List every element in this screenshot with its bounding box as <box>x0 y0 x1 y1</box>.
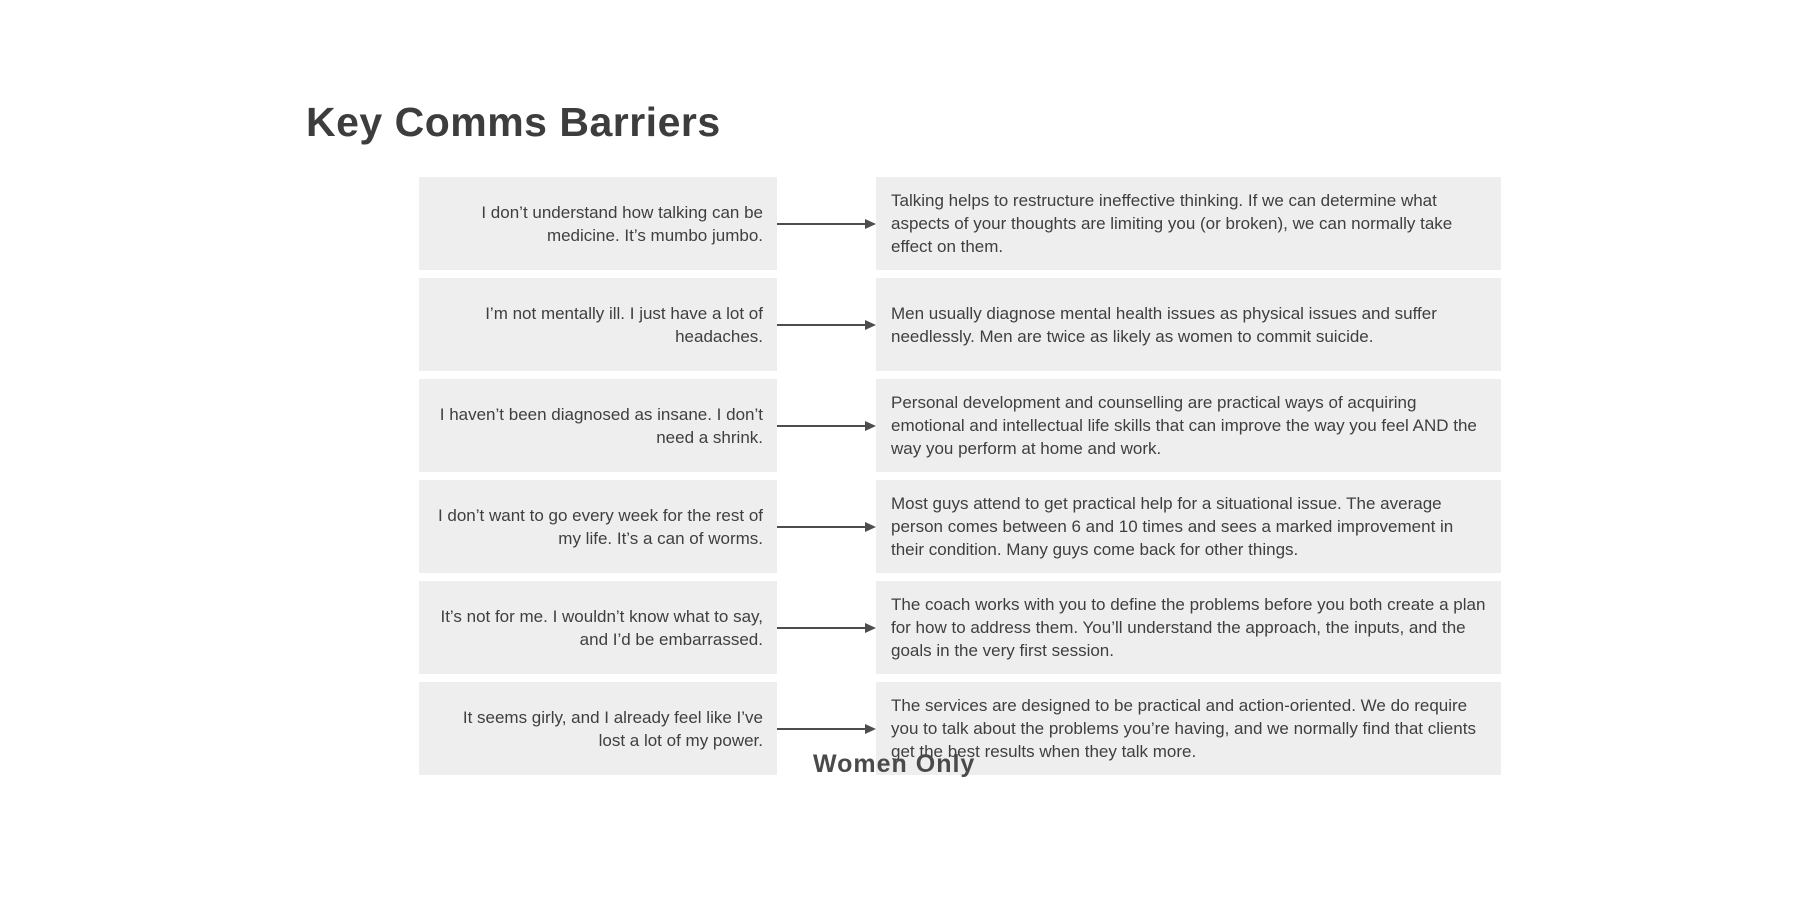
response-box <box>876 480 1501 573</box>
connector-arrow <box>777 379 876 472</box>
response-box <box>876 278 1501 371</box>
response-text: The services are designed to be practical and action-oriented. We do require you to talk about the problems you’re having, and we normally find that clients get the best results when they talk more. <box>891 696 1476 761</box>
arrow-line <box>777 728 868 730</box>
barrier-box <box>419 581 777 674</box>
footer-text: Women Only <box>813 750 976 778</box>
barrier-text: It’s not for me. I wouldn’t know what to say, and I’d be embarrassed. <box>440 606 763 649</box>
barrier-box <box>419 682 777 775</box>
response-text: Talking helps to restructure ineffective thinking. If we can determine what aspects of your thoughts are limiting you (or broken), we can normally take effect on them. <box>891 191 1453 256</box>
barrier-text: I haven’t been diagnosed as insane. I don’t need a shrink. <box>439 404 763 447</box>
barrier-row <box>419 379 1501 472</box>
arrow-head-icon <box>865 623 876 633</box>
arrow-head-icon <box>865 522 876 532</box>
response-text: Men usually diagnose mental health issues as physical issues and suffer needlessly. Men are twice as likely as women to commit suicide. <box>891 303 1437 346</box>
arrow-line <box>777 324 868 326</box>
connector-arrow <box>777 177 876 270</box>
barrier-box <box>419 480 777 573</box>
barrier-text: I’m not mentally ill. I just have a lot of headaches. <box>485 303 763 346</box>
response-box <box>876 177 1501 270</box>
barrier-row <box>419 278 1501 371</box>
barrier-box <box>419 379 777 472</box>
arrow-line <box>777 425 868 427</box>
barrier-text: I don’t understand how talking can be medicine. It’s mumbo jumbo. <box>481 202 763 245</box>
arrow-line <box>777 526 868 528</box>
clipped-footer-text <box>813 750 1023 788</box>
response-box <box>876 379 1501 472</box>
response-text: Most guys attend to get practical help for a situational issue. The average person comes between 6 and 10 times and sees a marked improvement in their condition. Many guys come back for other things. <box>891 494 1454 559</box>
connector-arrow <box>777 581 876 674</box>
connector-arrow <box>777 278 876 371</box>
arrow-head-icon <box>865 421 876 431</box>
page-title: Key Comms Barriers <box>306 99 721 145</box>
response-text: The coach works with you to define the problems before you both create a plan for how to address them. You’ll understand the approach, the inputs, and the goals in the very first session. <box>891 595 1486 660</box>
connector-arrow <box>777 480 876 573</box>
arrow-line <box>777 223 868 225</box>
barrier-row <box>419 581 1501 674</box>
barrier-box <box>419 177 777 270</box>
response-box <box>876 581 1501 674</box>
barrier-box <box>419 278 777 371</box>
arrow-line <box>777 627 868 629</box>
arrow-head-icon <box>865 320 876 330</box>
barrier-rows <box>419 177 1501 775</box>
arrow-head-icon <box>865 219 876 229</box>
barrier-row <box>419 177 1501 270</box>
arrow-head-icon <box>865 724 876 734</box>
barrier-row <box>419 480 1501 573</box>
response-text: Personal development and counselling are practical ways of acquiring emotional and intellectual life skills that can improve the way you feel AND the way you perform at home and work. <box>891 393 1477 458</box>
barrier-text: It seems girly, and I already feel like I’ve lost a lot of my power. <box>462 707 763 750</box>
barrier-text: I don’t want to go every week for the rest of my life. It’s a can of worms. <box>437 505 763 548</box>
